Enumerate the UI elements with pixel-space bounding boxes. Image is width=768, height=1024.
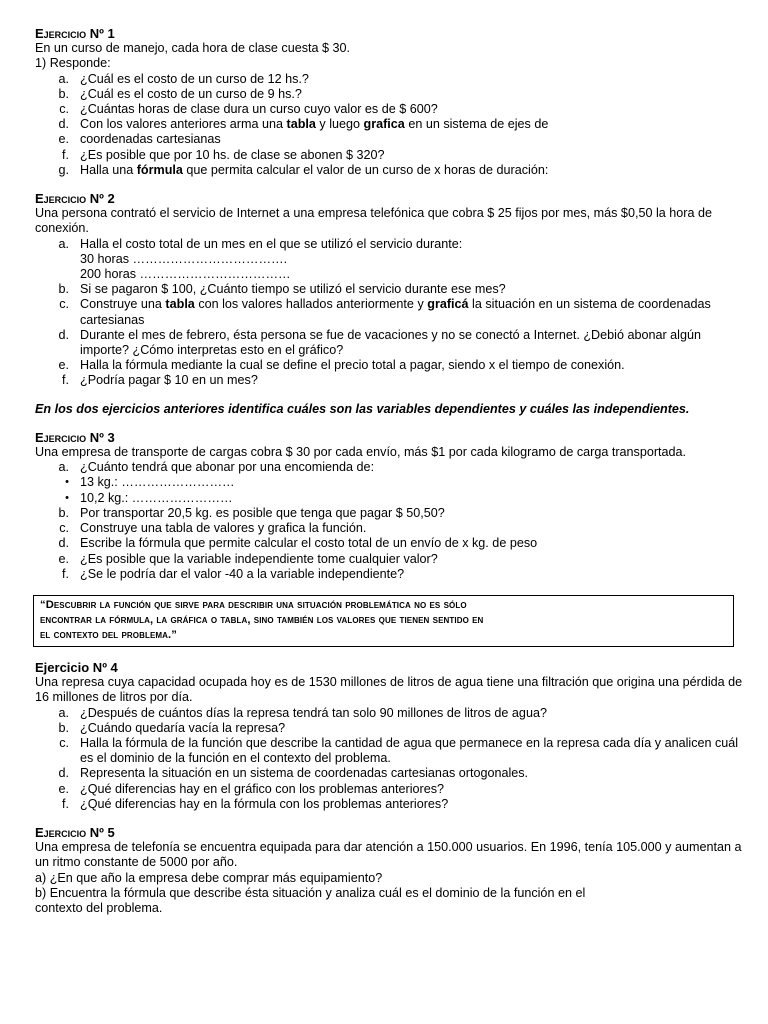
exercise-5-question-b bbox=[35, 886, 744, 916]
exercise-1-items bbox=[35, 72, 744, 178]
item-marker: b. bbox=[58, 720, 69, 735]
answer-line: 200 horas ……………………………… bbox=[80, 267, 291, 282]
item-marker: b. bbox=[58, 282, 69, 297]
list-item bbox=[35, 782, 744, 797]
exercise-1-intro: En un curso de manejo, cada hora de clase cuesta $ 30. bbox=[35, 41, 351, 56]
item-text: ¿Se le podría dar el valor -40 a la variable independiente? bbox=[80, 566, 405, 581]
item-text: Escribe la fórmula que permite calcular el costo total de un envío de x kg. de peso bbox=[80, 536, 538, 551]
text-segment: la situación en un sistema de coordenadas cartesianas bbox=[80, 297, 711, 327]
exercise-2 bbox=[35, 191, 744, 389]
item-marker: f. bbox=[62, 566, 69, 581]
exercise-1-title: Ejercicio Nº 1 bbox=[35, 26, 115, 41]
item-marker: b. bbox=[58, 86, 69, 101]
exercise-2-items bbox=[35, 237, 744, 389]
item-marker: c. bbox=[59, 102, 69, 117]
list-item bbox=[35, 148, 744, 163]
exercise-1 bbox=[35, 26, 744, 178]
list-item bbox=[35, 552, 744, 567]
item-text: Construye una tabla de valores y grafica la función. bbox=[80, 521, 367, 536]
list-item bbox=[35, 72, 744, 87]
list-item bbox=[35, 521, 744, 536]
item-text: ¿Podría pagar $ 10 en un mes? bbox=[80, 373, 258, 388]
item-marker: d. bbox=[58, 766, 69, 781]
bullet-marker: • bbox=[65, 476, 69, 489]
exercise-3 bbox=[35, 430, 744, 582]
item-text: Halla la fórmula de la función que describe la cantidad de agua que permanece en la represa cada día y analicen cuál es el dominio de la función en el contexto del problema. bbox=[80, 735, 739, 766]
item-text: ¿Qué diferencias hay en la fórmula con los problemas anteriores? bbox=[80, 796, 449, 811]
item-text: Halla la fórmula mediante la cual se define el precio total a pagar, siendo x el tiempo de conexión. bbox=[80, 358, 625, 373]
item-text: ¿Cuántas horas de clase dura un curso cuyo valor es de $ 600? bbox=[80, 102, 438, 117]
item-marker: c. bbox=[59, 735, 69, 750]
item-text: ¿Cuánto tendrá que abonar por una encomienda de: bbox=[80, 460, 375, 475]
exercise-5-intro: Una empresa de telefonía se encuentra equipada para dar atención a 150.000 usuarios. En 1996, tenía 105.000 y aumentan a un ritmo constante de 5000 por año. bbox=[35, 840, 742, 870]
list-item bbox=[35, 736, 744, 766]
item-marker: c. bbox=[59, 297, 69, 312]
quote-line: encontrar la fórmula, la gráfica o tabla, sino también los valores que tienen sentido en bbox=[40, 613, 484, 626]
item-marker: f. bbox=[62, 796, 69, 811]
list-item bbox=[35, 328, 744, 358]
list-item bbox=[35, 506, 744, 521]
item-text: 10,2 kg.: …………………… bbox=[80, 490, 233, 505]
text-segment: y luego bbox=[315, 117, 364, 132]
list-item bbox=[35, 721, 744, 736]
item-marker: d. bbox=[58, 327, 69, 342]
item-text bbox=[80, 237, 744, 283]
list-item bbox=[35, 102, 744, 117]
variables-note: En los dos ejercicios anteriores identifica cuáles son las variables dependientes y cuáles las independientes. bbox=[35, 401, 690, 416]
item-marker: e. bbox=[58, 551, 69, 566]
item-text bbox=[80, 117, 744, 132]
bullet-marker: • bbox=[65, 491, 69, 504]
list-item bbox=[35, 297, 744, 327]
list-item bbox=[35, 475, 744, 490]
exercise-4 bbox=[35, 660, 744, 812]
answer-line: 30 horas ………………………………. bbox=[80, 251, 288, 266]
exercise-3-intro: Una empresa de transporte de cargas cobra $ 30 por cada envío, más $1 por cada kilogramo de carga transportada. bbox=[35, 445, 687, 460]
list-item bbox=[35, 491, 744, 506]
item-marker: d. bbox=[58, 117, 69, 132]
item-text: ¿Qué diferencias hay en el gráfico con los problemas anteriores? bbox=[80, 781, 445, 796]
exercise-4-items bbox=[35, 706, 744, 812]
quote-line: “Descubrir la función que sirve para describir una situación problemática no es sólo bbox=[40, 598, 467, 611]
item-marker: d. bbox=[58, 536, 69, 551]
item-text: Por transportar 20,5 kg. es posible que tenga que pagar $ 50,50? bbox=[80, 505, 445, 520]
quote-box bbox=[33, 595, 734, 647]
text-segment: contexto del problema. bbox=[35, 900, 163, 915]
item-marker: a. bbox=[58, 460, 69, 475]
list-item bbox=[35, 117, 744, 132]
exercise-2-intro: Una persona contrató el servicio de Internet a una empresa telefónica que cobra $ 25 fijos por mes, más $0,50 la hora de conexión. bbox=[35, 206, 712, 236]
item-text: ¿Cuándo quedaría vacía la represa? bbox=[80, 720, 286, 735]
item-marker: e. bbox=[58, 132, 69, 147]
text-segment: en un sistema de ejes de bbox=[404, 117, 549, 132]
item-marker: a. bbox=[58, 71, 69, 86]
item-text bbox=[80, 297, 744, 327]
list-item bbox=[35, 282, 744, 297]
text-segment: que permita calcular el valor de un curso de x horas de duración: bbox=[182, 162, 549, 177]
item-text: Durante el mes de febrero, ésta persona se fue de vacaciones y no se conectó a Internet. ¿Debió abonar algún importe? ¿Cómo interpretas esto en el gráfico? bbox=[80, 327, 701, 358]
list-item bbox=[35, 132, 744, 147]
exercise-5-title: Ejercicio Nº 5 bbox=[35, 824, 115, 840]
bold-term: grafica bbox=[363, 117, 405, 132]
item-marker: a. bbox=[58, 236, 69, 251]
item-text: ¿Cuál es el costo de un curso de 9 hs.? bbox=[80, 86, 302, 101]
exercise-4-title: Ejercicio Nº 4 bbox=[35, 659, 118, 675]
item-text: ¿Después de cuántos días la represa tendrá tan solo 90 millones de litros de agua? bbox=[80, 705, 547, 720]
bold-term: tabla bbox=[165, 297, 195, 312]
item-text: Representa la situación en un sistema de coordenadas cartesianas ortogonales. bbox=[80, 766, 529, 781]
quote-line: el contexto del problema.” bbox=[40, 628, 177, 641]
item-marker: b. bbox=[58, 505, 69, 520]
item-text: ¿Es posible que por 10 hs. de clase se abonen $ 320? bbox=[80, 147, 385, 162]
item-marker: f. bbox=[62, 373, 69, 388]
text-segment: Halla una bbox=[80, 162, 137, 177]
bold-term: graficá bbox=[427, 297, 469, 312]
item-text: ¿Cuál es el costo de un curso de 12 hs.? bbox=[80, 71, 309, 86]
exercise-2-title: Ejercicio Nº 2 bbox=[35, 191, 115, 207]
item-marker: f. bbox=[62, 147, 69, 162]
bold-term: tabla bbox=[286, 117, 316, 132]
list-item bbox=[35, 163, 744, 178]
list-item bbox=[35, 237, 744, 283]
exercise-5-question-a: a) ¿En que año la empresa debe comprar más equipamiento? bbox=[35, 870, 383, 885]
text-segment: Halla el costo total de un mes en el que se utilizó el servicio durante: bbox=[80, 236, 463, 251]
exercise-1-prompt: 1) Responde: bbox=[35, 56, 111, 71]
item-marker: c. bbox=[59, 521, 69, 536]
text-segment: Construye una bbox=[80, 297, 166, 312]
item-text: coordenadas cartesianas bbox=[80, 132, 221, 147]
text-segment: b) Encuentra la fórmula que describe ésta situación y analiza cuál es el dominio de la función en el bbox=[35, 885, 586, 900]
item-marker: e. bbox=[58, 358, 69, 373]
item-marker: a. bbox=[58, 705, 69, 720]
item-text: 13 kg.: ……………………… bbox=[80, 475, 235, 490]
list-item bbox=[35, 373, 744, 388]
list-item bbox=[35, 358, 744, 373]
text-segment: Con los valores anteriores arma una bbox=[80, 117, 287, 132]
list-item bbox=[35, 536, 744, 551]
list-item bbox=[35, 766, 744, 781]
list-item bbox=[35, 797, 744, 812]
bold-term: fórmula bbox=[136, 162, 183, 177]
list-item bbox=[35, 567, 744, 582]
exercise-3-title: Ejercicio Nº 3 bbox=[35, 429, 115, 445]
exercise-5 bbox=[35, 825, 744, 916]
list-item bbox=[35, 87, 744, 102]
text-segment: con los valores hallados anteriormente y bbox=[194, 297, 428, 312]
list-item bbox=[35, 706, 744, 721]
item-marker: g. bbox=[58, 162, 69, 177]
item-text bbox=[80, 163, 744, 178]
exercise-3-items bbox=[35, 460, 744, 582]
list-item bbox=[35, 460, 744, 475]
item-text: ¿Es posible que la variable independiente tome cualquier valor? bbox=[80, 551, 438, 566]
item-text: Si se pagaron $ 100, ¿Cuánto tiempo se utilizó el servicio durante ese mes? bbox=[80, 282, 506, 297]
item-marker: e. bbox=[58, 781, 69, 796]
exercise-4-intro: Una represa cuya capacidad ocupada hoy es de 1530 millones de litros de agua tiene una filtración que origina una pérdida de 16 millones de litros por día. bbox=[35, 675, 743, 705]
